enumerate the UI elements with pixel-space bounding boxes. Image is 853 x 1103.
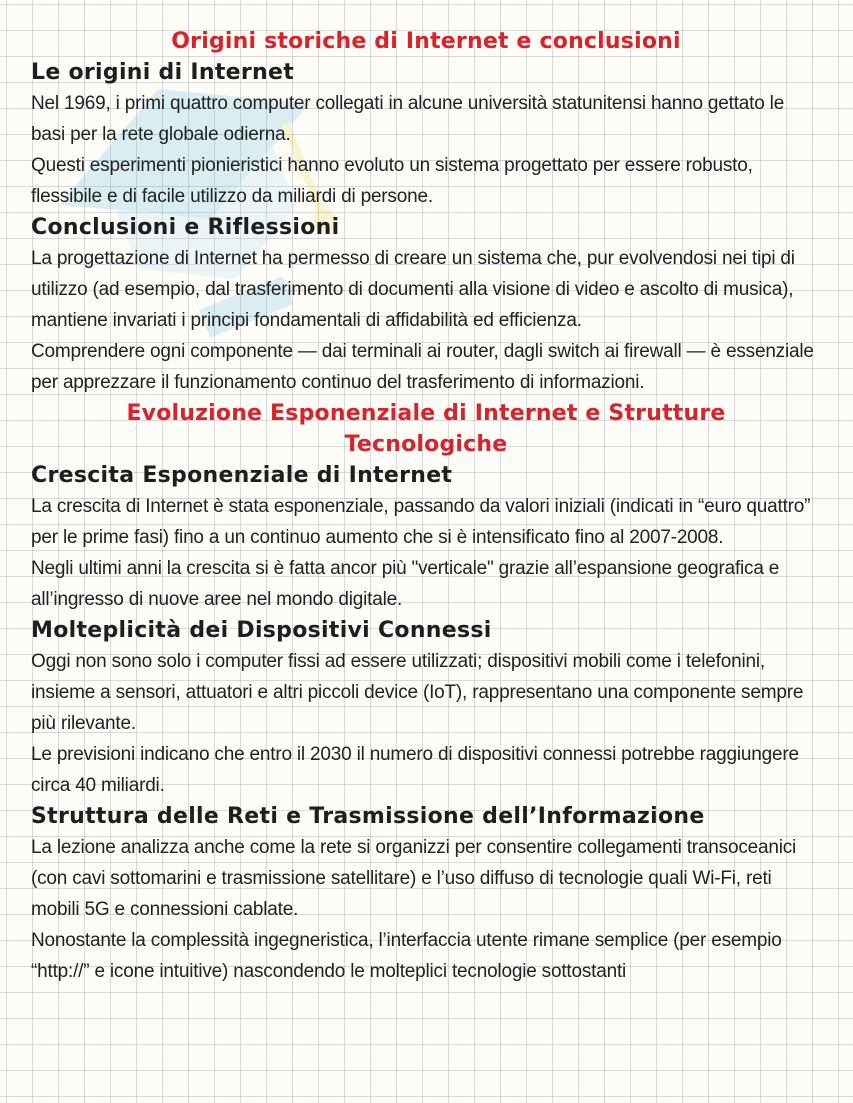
- section-title: Evoluzione Esponenziale di Internet e Strutture Tecnologiche: [126, 401, 726, 457]
- subsection-dispositivi: [31, 615, 821, 801]
- subsection-heading: Struttura delle Reti e Trasmissione dell’Informazione: [31, 804, 705, 829]
- paragraph: Nonostante la complessità ingegneristica, l’interfaccia utente rimane semplice (per esempio “http://” e icone intuitive) nascondendo le molteplici tecnologie sottostanti: [31, 930, 782, 982]
- paragraph: Questi esperimenti pionieristici hanno evoluto un sistema progettato per essere robusto, flessibile e di facile utilizzo da miliardi di persone.: [31, 155, 753, 207]
- subsection-origini-internet: [31, 57, 821, 212]
- paragraph: Oggi non sono solo i computer fissi ad essere utilizzati; dispositivi mobili come i telefonini, insieme a sensori, attuatori e altri piccoli device (IoT), rappresentano una componente sempre più rilevante.: [31, 651, 804, 734]
- section-origini: [31, 26, 821, 398]
- section-title: Origini storiche di Internet e conclusioni: [171, 29, 681, 54]
- subsection-struttura-reti: [31, 801, 821, 987]
- subsection-heading: Le origini di Internet: [31, 60, 295, 85]
- subsection-crescita: [31, 460, 821, 615]
- subsection-heading: Molteplicità dei Dispositivi Connessi: [31, 618, 492, 643]
- paragraph: Le previsioni indicano che entro il 2030 il numero di dispositivi connessi potrebbe raggiungere circa 40 miliardi.: [31, 744, 799, 796]
- subsection-heading: Conclusioni e Riflessioni: [31, 215, 340, 240]
- document-page: [31, 26, 821, 987]
- subsection-heading: Crescita Esponenziale di Internet: [31, 463, 453, 488]
- paragraph: Negli ultimi anni la crescita si è fatta ancor più "verticale" grazie all’espansione geografica e all’ingresso di nuove aree nel mondo digitale.: [31, 558, 780, 610]
- paragraph: Comprendere ogni componente — dai terminali ai router, dagli switch ai firewall — è essenziale per apprezzare il funzionamento continuo del trasferimento di informazioni.: [31, 341, 814, 393]
- paragraph: La progettazione di Internet ha permesso di creare un sistema che, pur evolvendosi nei tipi di utilizzo (ad esempio, dal trasferimento di documenti alla visione di video e ascolto di musica), mantiene invariati i principi fondamentali di affidabilità ed efficienza.: [31, 248, 795, 331]
- paragraph: Nel 1969, i primi quattro computer collegati in alcune università statunitensi hanno gettato le basi per la rete globale odierna.: [31, 93, 785, 145]
- paragraph: La crescita di Internet è stata esponenziale, passando da valori iniziali (indicati in “euro quattro” per le prime fasi) fino a un continuo aumento che si è intensificato fino al 2007-2008.: [31, 496, 811, 548]
- subsection-conclusioni: [31, 212, 821, 398]
- section-evoluzione: [31, 398, 821, 987]
- paragraph: La lezione analizza anche come la rete si organizzi per consentire collegamenti transoceanici (con cavi sottomarini e trasmissione satellitare) e l’uso diffuso di tecnologie quali Wi-Fi, reti mobili 5G e connessioni cablate.: [31, 837, 797, 920]
